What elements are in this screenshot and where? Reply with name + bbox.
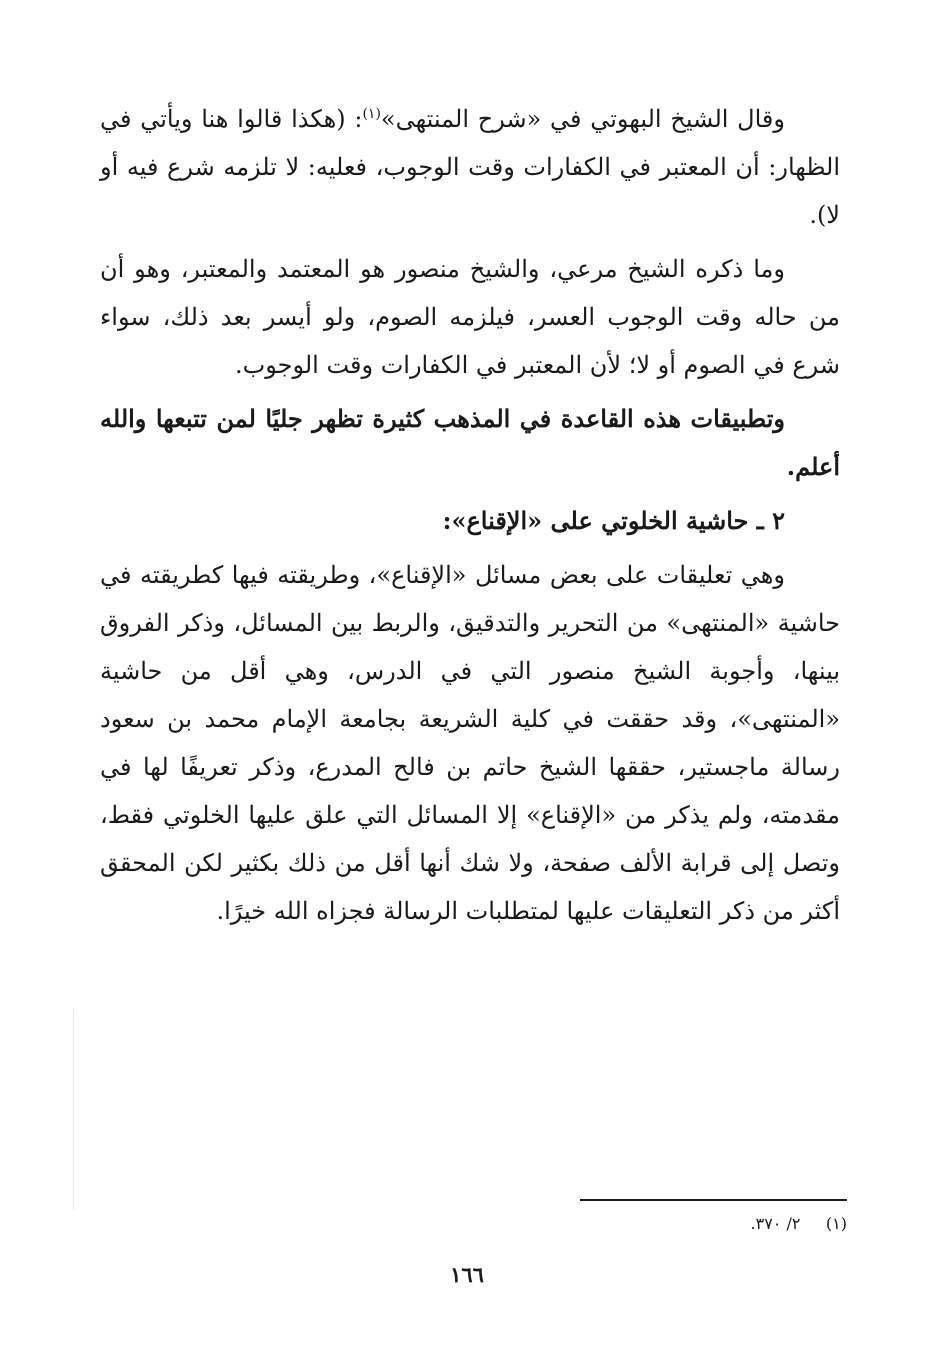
footnote-reference: (١) (362, 106, 381, 122)
section-heading: ٢ ـ حاشية الخلوتي على «الإقناع»: (442, 506, 785, 535)
footnote-marker: (١) (825, 1214, 847, 1233)
paragraph-buhuti-quote (100, 95, 840, 239)
footnote (580, 1211, 847, 1237)
page-number: ١٦٦ (450, 1262, 484, 1287)
paragraph-opinion: وما ذكره الشيخ مرعي، والشيخ منصور هو المعتمد والمعتبر، وهو أن من حاله وقت الوجوب العسر، فيلزمه الصوم، ولو أيسر بعد ذلك، سواء شرع في الصوم أو لا؛ لأن المعتبر في الكفارات وقت الوجوب. (100, 255, 840, 379)
paragraph-applications: وتطبيقات هذه القاعدة في المذهب كثيرة تظهر جليًا لمن تتبعها والله أعلم. (100, 404, 840, 481)
paragraph-hashiya-description: وهي تعليقات على بعض مسائل «الإقناع»، وطريقته فيها كطريقته في حاشية «المنتهى» من التحرير والتدقيق، والربط بين المسائل، وذكر الفروق بينها، وأجوبة الشيخ منصور التي في الدرس، وهي أقل من حاشية «المنتهى»، وقد حققت في كلية الشريعة بجامعة الإمام محمد بن سعود رسالة ماجستير، حققها الشيخ حاتم بن فالح المدرع، وذكر تعريفًا لها في مقدمته، ولم يذكر من «الإقناع» إلا المسائل التي علق عليها الخلوتي فقط، وتصل إلى قرابة الألف صفحة، ولا شك أنها أقل من ذلك بكثير لكن المحقق أكثر من ذكر التعليقات عليها لمتطلبات الرسالة فجزاه الله خيرًا. (100, 561, 840, 925)
scan-margin-shadow (73, 1010, 74, 1210)
paragraph-text: وقال الشيخ البهوتي في «شرح المنتهى» (380, 105, 785, 133)
footnote-separator (580, 1199, 847, 1201)
footnote-text: ٢/ ٣٧٠. (750, 1214, 801, 1233)
main-text (100, 95, 840, 941)
paragraph-text-continued: : (هكذا قالوا هنا ويأتي في الظهار: أن المعتبر في الكفارات وقت الوجوب، فعليه: لا تلزمه شرع فيه أو لا). (100, 105, 840, 229)
